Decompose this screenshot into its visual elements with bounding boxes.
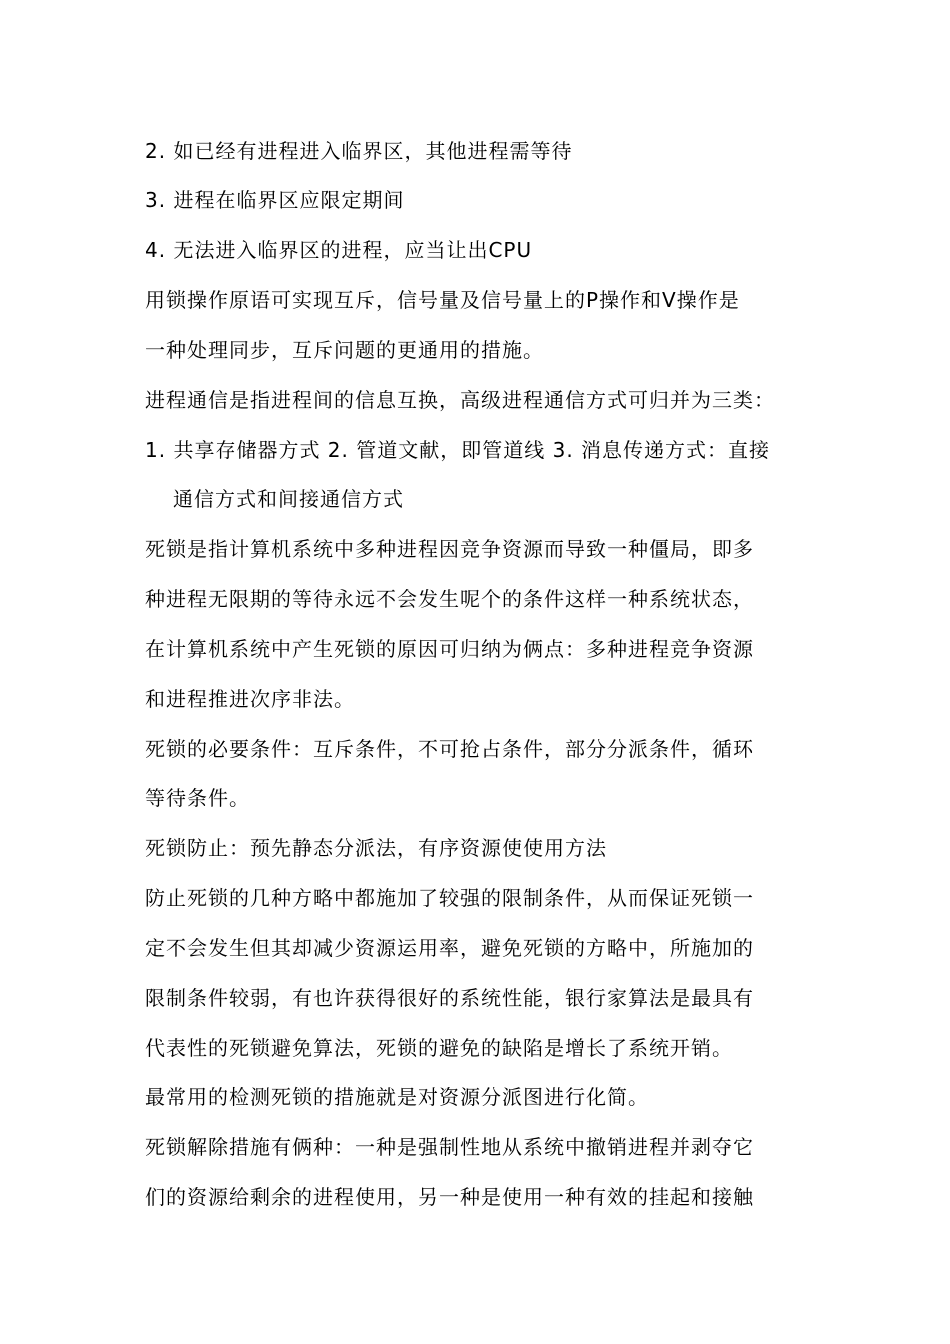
- text-line: 用锁操作原语可实现互斥，信号量及信号量上的P操作和V操作是: [145, 288, 740, 312]
- text-line: 等待条件。: [145, 786, 250, 810]
- text-line: 们的资源给剩余的进程使用，另一种是使用一种有效的挂起和接触: [145, 1185, 754, 1209]
- text-line: 2. 如已经有进程进入临界区，其他进程需等待: [145, 139, 573, 163]
- text-line: 一种处理同步，互斥问题的更通用的措施。: [145, 338, 544, 362]
- text-line: 1. 共享存储器方式 2. 管道文献，即管道线 3. 消息传递方式：直接: [145, 438, 771, 462]
- text-line: 在计算机系统中产生死锁的原因可归纳为俩点：多种进程竞争资源: [145, 637, 754, 661]
- text-line: 定不会发生但其却减少资源运用率，避免死锁的方略中，所施加的: [145, 936, 754, 960]
- text-line: 死锁是指计算机系统中多种进程因竞争资源而导致一种僵局，即多: [145, 537, 754, 561]
- text-line: 种进程无限期的等待永远不会发生呢个的条件这样一种系统状态，: [145, 587, 754, 611]
- text-line: 3. 进程在临界区应限定期间: [145, 188, 405, 212]
- text-line: 死锁防止：预先静态分派法，有序资源使使用方法: [145, 836, 607, 860]
- text-line: 限制条件较弱，有也许获得很好的系统性能，银行家算法是最具有: [145, 986, 754, 1010]
- text-line: 死锁的必要条件：互斥条件，不可抢占条件，部分分派条件，循环: [145, 737, 754, 761]
- text-line: 最常用的检测死锁的措施就是对资源分派图进行化简。: [145, 1085, 649, 1109]
- text-line: 死锁解除措施有俩种：一种是强制性地从系统中撤销进程并剥夺它: [145, 1135, 754, 1159]
- text-line: 进程通信是指进程间的信息互换，高级进程通信方式可归并为三类：: [145, 388, 775, 412]
- text-line: 代表性的死锁避免算法，死锁的避免的缺陷是增长了系统开销。: [145, 1036, 733, 1060]
- text-line: 通信方式和间接通信方式: [173, 487, 404, 511]
- text-line: 和进程推进次序非法。: [145, 687, 355, 711]
- text-line: 4. 无法进入临界区的进程，应当让出CPU: [145, 238, 533, 262]
- text-line: 防止死锁的几种方略中都施加了较强的限制条件，从而保证死锁一: [145, 886, 754, 910]
